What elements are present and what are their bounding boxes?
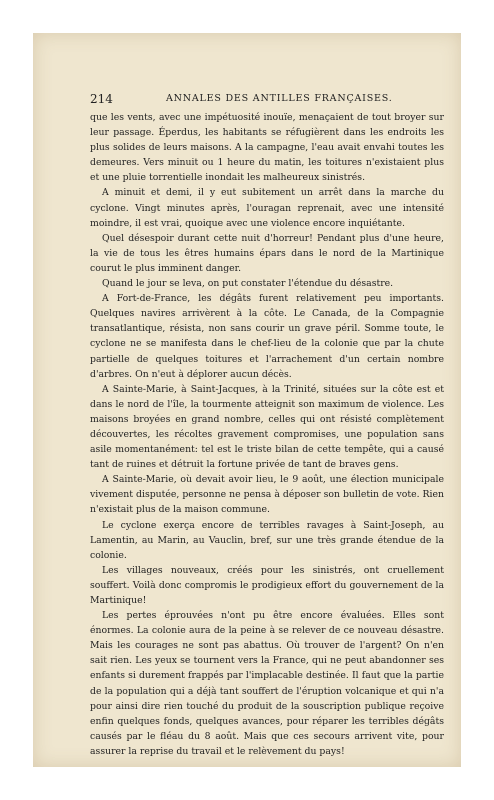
paragraph: Les villages nouveaux, créés pour les sinistrés, ont cruellement souffert. Voilà donc compromis le prodigieux effort du gouvernement de la Martinique! [90,564,444,606]
paragraph: Quand le jour se leva, on put constater l'étendue du désastre. [102,278,394,290]
paragraph: A Sainte-Marie, où devait avoir lieu, le 9 août, une élection municipale vivement disputée, personne ne pensa à déposer son bulletin de vote. Rien n'existait plus de la maison commune. [90,474,444,516]
paragraph: que les vents, avec une impétuosité inouïe, menaçaient de tout broyer sur leur passage. Éperdus, les habitants se réfugièrent dans les endroits les plus solides de leurs maisons. A la campagne, l'eau avait envahi toutes les demeures. Vers minuit ou 1 heure du matin, les toitures n'existaient plus et une pluie torrentielle inondait les malheureux sinistrés. [90,112,444,184]
paragraph: A Fort-de-France, les dégâts furent relativement peu importants. Quelques navires arrivèrent à la côte. Le Canada, de la Compagnie transatlantique, résista, non sans courir un grave péril. Somme toute, le cyclone ne se manifesta dans le chef-lieu de la colonie que par la chute partielle de quelques toitures et l'arrachement d'un certain nombre d'arbres. On n'eut à déplorer aucun décès. [90,293,444,380]
page-number: 214 [90,92,113,106]
running-title: ANNALES DES ANTILLES FRANÇAISES. [166,93,393,104]
paragraph: A minuit et demi, il y eut subitement un arrêt dans la marche du cyclone. Vingt minutes après, l'ouragan reprenait, avec une intensité moindre, il est vrai, quoique avec une violence encore inquiétante. [90,187,444,229]
paragraph: A Sainte-Marie, à Saint-Jacques, à la Trinité, situées sur la côte est et dans le nord de l'île, la tourmente atteignit son maximum de violence. Les maisons broyées en grand nombre, celles qui ont résisté complètement découvertes, les récoltes gravement compromises, une population sans asile momentanément: tel est le triste bilan de cette tempête, qui a causé tant de ruines et détruit la fortune privée de tant de braves gens. [90,383,444,471]
paragraph: Le cyclone exerça encore de terribles ravages à Saint-Joseph, au Lamentin, au Marin, au Vauclin, bref, sur une très grande étendue de la colonie. [90,519,444,561]
paragraph: Quel désespoir durant cette nuit d'horreur! Pendant plus d'une heure, la vie de tous les êtres humains épars dans le nord de la Martinique courut le plus imminent danger. [90,232,444,274]
body-text [90,110,444,759]
page-header [90,92,444,108]
paragraph: Les pertes éprouvées n'ont pu être encore évaluées. Elles sont énormes. La colonie aura de la peine à se relever de ce nouveau désastre. Mais les courages ne sont pas abattus. Où trouver de l'argent? On n'en sait rien. Les yeux se tournent vers la France, qui ne peut abandonner ses enfants si durement frappés par l'implacable destinée. Il faut que la partie de la population qui a déjà tant souffert de l'éruption volcanique et qui n'a pour ainsi dire rien touché du produit de la souscription publique reçoive enfin quelques fonds, quelques avances, pour réparer les terribles dégâts causés par le fléau du 8 août. Mais que ces secours arrivent vite, pour assurer la reprise du travail et le relèvement du pays! [90,610,444,757]
